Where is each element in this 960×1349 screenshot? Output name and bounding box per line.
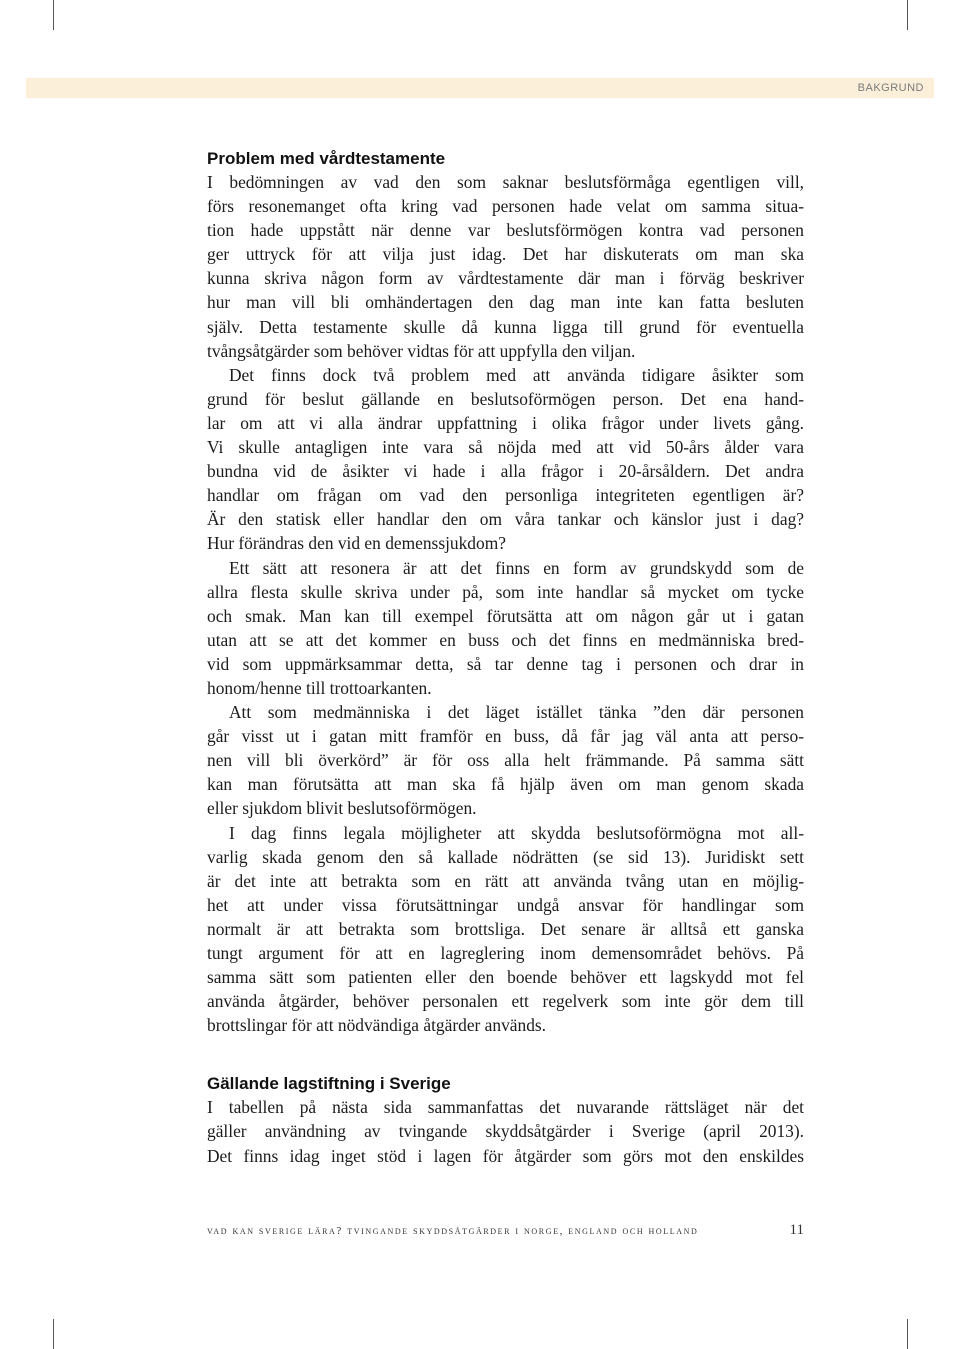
text-line: utan att se att det kommer en buss och det finns en medmänniska bred- [207, 629, 804, 650]
text-line: tvångsåtgärder som behöver vidtas för att uppfylla den viljan. [207, 340, 636, 361]
text-line: samma sätt som patienten eller den boende behöver ett lagskydd mot fel [207, 967, 804, 988]
footer-title: vad kan sverige lära? tvingande skyddsåtgärder i norge, england och holland [207, 1225, 699, 1237]
text-line: Det finns idag inget stöd i lagen för åtgärder som görs mot den enskildes [207, 1145, 804, 1166]
text-line: nen vill bli överkörd” är för oss alla helt främmande. På samma sätt [207, 750, 804, 771]
section-body-lagstiftning [207, 1095, 804, 1167]
text-line: tungt argument för att en lagreglering inom demensområdet behövs. På [207, 943, 804, 963]
text-line: kan man förutsätta att man ska få hjälp även om man genom skada [207, 774, 804, 795]
text-line: hur man vill bli omhändertagen den dag man inte kan fatta besluten [207, 292, 804, 313]
text-line: eller sjukdom blivit beslutsoförmögen. [207, 798, 477, 819]
text-line: Att som medmänniska i det läget istället tänka ”den där personen [229, 702, 804, 723]
section-spacer [207, 1037, 804, 1073]
text-line: allra flesta skulle skriva under på, som inte handlar så mycket om tycke [207, 581, 804, 602]
text-line: är det inte att betrakta som en rätt att använda tvång utan en möjlig- [207, 870, 804, 891]
crop-mark-top-right [907, 0, 908, 30]
text-line: I dag finns legala möjligheter att skydda beslutsoförmögna mot all- [229, 822, 804, 843]
text-line: Ett sätt att resonera är att det finns en form av grundskydd som de [229, 557, 804, 578]
text-line: går visst ut i gatan mitt framför en buss, då får jag väl anta att perso- [207, 726, 804, 747]
text-line: I tabellen på nästa sida sammanfattas det nuvarande rättsläget när det [207, 1097, 804, 1118]
text-line: handlar om frågan om vad den personliga integriteten egentligen är? [207, 485, 804, 506]
text-line: Det finns dock två problem med att använda tidigare åsikter som [229, 364, 804, 385]
crop-mark-bottom-right [907, 1319, 908, 1349]
section-tag: BAKGRUND [857, 82, 924, 94]
section-heading-vardtestamente: Problem med vårdtestamente [207, 149, 446, 168]
text-line: I bedömningen av vad den som saknar beslutsförmåga egentligen vill, [207, 172, 804, 192]
text-line: lar om att vi alla ändrar uppfattning i olika frågor under livets gång. [207, 412, 804, 433]
text-line: Vi skulle antagligen inte vara så nöjda med att vid 50-års ålder vara [207, 437, 804, 458]
text-line: brottslingar för att nödvändiga åtgärder används. [207, 1015, 547, 1036]
text-line: grund för beslut gällande en beslutsoförmögen person. Det ena hand- [207, 388, 804, 409]
text-line: bundna vid de åsikter vi hade i alla frågor i 20-årsåldern. Det andra [207, 461, 804, 482]
text-line: förs resonemanget ofta kring vad personen hade velat om samma situa- [207, 196, 804, 217]
section-heading-lagstiftning: Gällande lagstiftning i Sverige [207, 1074, 451, 1094]
text-line: använda åtgärder, behöver personalen ett regelverk som inte gör dem till [207, 991, 804, 1012]
text-line: Är den statisk eller handlar den om våra tankar och känslor just i dag? [207, 509, 804, 530]
page-content [207, 148, 804, 1168]
text-line: och smak. Man kan till exempel förutsätta att om någon går ut i gatan [207, 605, 804, 626]
text-line: normalt är att betrakta som brottsliga. Det senare är alltså ett ganska [207, 918, 804, 939]
text-line: varlig skada genom den så kallade nödrätten (se sid 13). Juridiskt sett [207, 846, 804, 867]
text-line: honom/henne till trottoarkanten. [207, 677, 432, 698]
text-line: själv. Detta testamente skulle då kunna ligga till grund för eventuella [207, 316, 804, 337]
text-line: het att under vissa förutsättningar undgå ansvar för handlingar som [207, 894, 804, 915]
crop-mark-top-left [53, 0, 54, 30]
section-body-vardtestamente [207, 170, 804, 1037]
text-line: vid som uppmärksammar detta, så tar denne tag i personen och drar in [207, 653, 804, 674]
crop-mark-bottom-left [53, 1319, 54, 1349]
header-band [26, 78, 934, 98]
page-number: 11 [789, 1222, 804, 1238]
text-line: tion hade uppstått när denne var beslutsförmögen kontra vad personen [207, 220, 804, 241]
text-line: gäller användning av tvingande skyddsåtgärder i Sverige (april 2013). [207, 1121, 804, 1142]
text-line: Hur förändras den vid en demenssjukdom? [207, 533, 506, 554]
page-footer [207, 1222, 804, 1242]
text-line: ger uttryck för att vilja just idag. Det har diskuterats om man ska [207, 244, 804, 265]
text-line: kunna skriva någon form av vårdtestamente där man i förväg beskriver [207, 268, 804, 289]
